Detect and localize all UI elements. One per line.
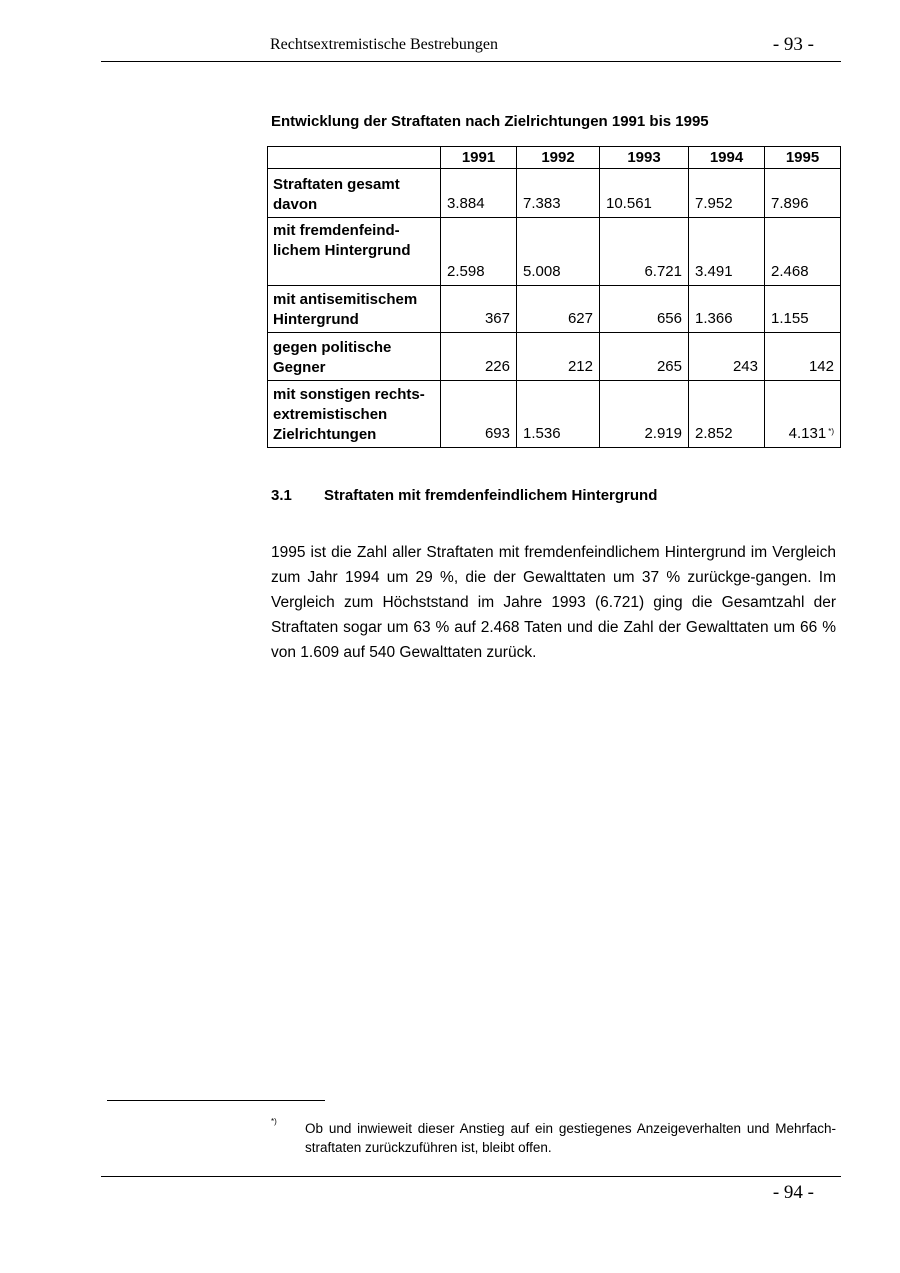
table-row <box>268 286 841 333</box>
page-number-top: - 93 - <box>772 34 814 55</box>
table-cell: 7.896 <box>765 169 841 218</box>
table-cell: 656 <box>600 286 689 333</box>
page-number-bottom: - 94 - <box>772 1182 814 1203</box>
table-title: Entwicklung der Straftaten nach Zielrichtungen 1991 bis 1995 <box>271 113 709 130</box>
table-cell: 1.155 <box>765 286 841 333</box>
table-row <box>268 169 841 218</box>
table-cell: 6.721 <box>600 218 689 286</box>
row-label: gegen politische Gegner <box>268 333 441 381</box>
footer-rule <box>101 1176 841 1177</box>
row-label: Straftaten gesamt davon <box>268 169 441 218</box>
table-row <box>268 333 841 381</box>
section-heading: Straftaten mit fremdenfeindlichem Hintergrund <box>324 487 658 504</box>
table-cell: 693 <box>441 381 517 448</box>
cell-value: 4.131 <box>788 425 827 442</box>
table-cell: 1.366 <box>689 286 765 333</box>
table-cell: 2.598 <box>441 218 517 286</box>
row-label: mit fremdenfeind-lichem Hintergrund <box>268 218 441 286</box>
table-cell <box>765 381 841 448</box>
header-rule <box>101 61 841 62</box>
table-cell: 212 <box>517 333 600 381</box>
table-cell: 1.536 <box>517 381 600 448</box>
footnote-reference: *) <box>828 427 834 436</box>
table-cell: 142 <box>765 333 841 381</box>
footnote-rule <box>107 1100 325 1101</box>
year-header: 1992 <box>517 147 600 169</box>
table-cell: 3.491 <box>689 218 765 286</box>
year-header: 1993 <box>600 147 689 169</box>
table-cell: 2.919 <box>600 381 689 448</box>
table-corner-cell <box>268 147 441 169</box>
row-label: mit antisemitischem Hintergrund <box>268 286 441 333</box>
table-row <box>268 381 841 448</box>
table-cell: 10.561 <box>600 169 689 218</box>
table-cell: 226 <box>441 333 517 381</box>
table-cell: 2.852 <box>689 381 765 448</box>
footnote-marker: *) <box>271 1117 277 1126</box>
running-header: Rechtsextremistische Bestrebungen <box>270 36 498 53</box>
table-cell: 627 <box>517 286 600 333</box>
footnote-text: Ob und inwieweit dieser Anstieg auf ein gestiegenes Anzeigeverhalten und Mehrfach-straftaten zurückzuführen ist, bleibt offen. <box>305 1121 836 1155</box>
row-label: mit sonstigen rechts-extremistischen Zielrichtungen <box>268 381 441 448</box>
table-row <box>268 218 841 286</box>
table-header-row <box>268 147 841 169</box>
year-header: 1991 <box>441 147 517 169</box>
statistics-table <box>267 146 841 448</box>
body-paragraph: 1995 ist die Zahl aller Straftaten mit fremdenfeindlichem Hintergrund im Vergleich zum Jahr 1994 um 29 %, die der Gewalttaten um 37 % zurückge-gangen. Im Vergleich zum Höchststand im Jahre 1993 (6.721) ging die Gesamtzahl der Straftaten sogar um 63 % auf 2.468 Taten und die Zahl der Gewalttaten um 66 % von 1.609 auf 540 Gewalttaten zurück. <box>271 544 836 661</box>
table-cell: 265 <box>600 333 689 381</box>
table-cell: 5.008 <box>517 218 600 286</box>
table-cell: 243 <box>689 333 765 381</box>
year-header: 1995 <box>765 147 841 169</box>
table-cell: 7.952 <box>689 169 765 218</box>
table-cell: 2.468 <box>765 218 841 286</box>
year-header: 1994 <box>689 147 765 169</box>
table-cell: 7.383 <box>517 169 600 218</box>
table-cell: 3.884 <box>441 169 517 218</box>
table-cell: 367 <box>441 286 517 333</box>
section-number: 3.1 <box>271 487 292 504</box>
